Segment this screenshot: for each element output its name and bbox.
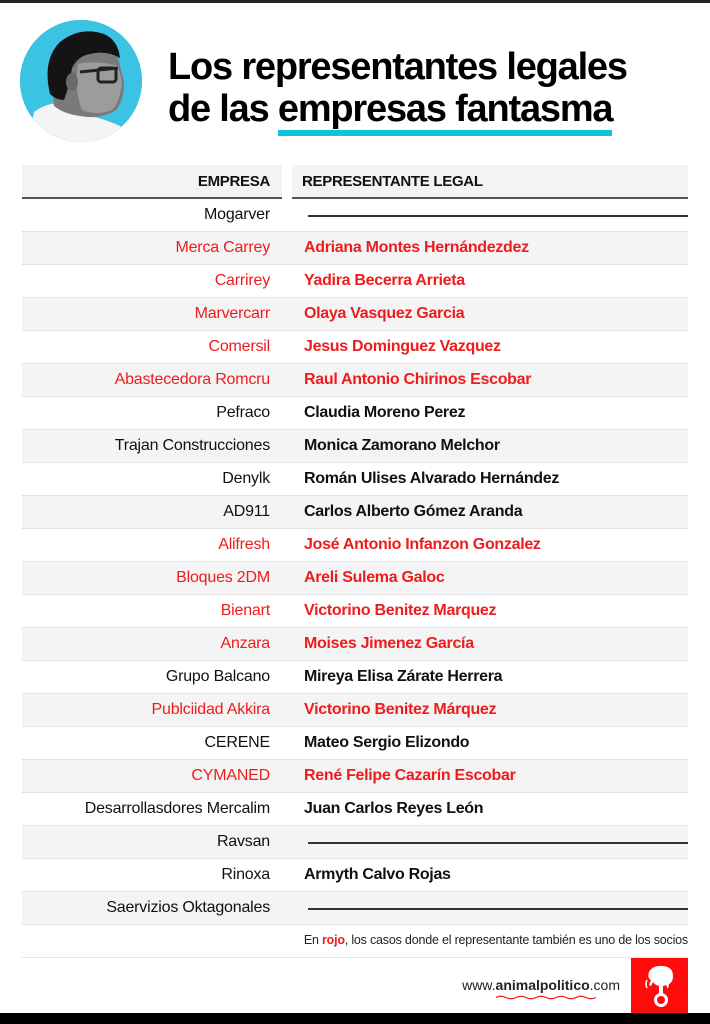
note-highlight: rojo [322, 933, 345, 947]
cell-representante [292, 199, 688, 231]
legend-note [304, 933, 688, 947]
table-row [22, 661, 688, 694]
empty-dash [308, 842, 688, 844]
cell-representante [292, 892, 688, 924]
cell-empresa: Trajan Construcciones [114, 437, 270, 454]
cell-representante: Mateo Sergio Elizondo [304, 734, 470, 751]
cell-representante: Monica Zamorano Melchor [304, 437, 500, 454]
note-prefix: En [303, 933, 322, 947]
cell-empresa: Denylk [222, 470, 270, 487]
table-row [22, 199, 688, 232]
cell-representante: Victorino Benitez Marquez [304, 602, 497, 619]
site-url[interactable] [462, 977, 620, 993]
title-prefix: de las [168, 88, 278, 130]
table-row [22, 397, 688, 430]
cell-empresa: Pefraco [216, 404, 270, 421]
table-row [22, 331, 688, 364]
table-body [22, 199, 688, 925]
table-row [22, 265, 688, 298]
table-row [22, 826, 688, 859]
cell-representante: Yadira Becerra Arrieta [304, 272, 465, 289]
cell-representante: Olaya Vasquez Garcia [304, 305, 465, 322]
cell-representante: Moises Jimenez García [304, 635, 474, 652]
cell-empresa: Merca Carrey [175, 239, 270, 256]
table-row [22, 595, 688, 628]
companies-table [22, 165, 688, 925]
cell-empresa: Ravsan [216, 833, 270, 850]
table-row [22, 694, 688, 727]
cell-empresa: Anzara [220, 635, 270, 652]
cell-empresa: Alifresh [218, 536, 270, 553]
table-row [22, 463, 688, 496]
cell-representante: Carlos Alberto Gómez Aranda [304, 503, 523, 520]
title-line-1: Los representantes legales [168, 46, 627, 88]
bottom-bar [0, 1013, 710, 1024]
cell-empresa: AD911 [223, 503, 270, 520]
cell-empresa: Bienart [220, 602, 270, 619]
empty-dash [308, 908, 688, 910]
title-line-2 [168, 88, 688, 130]
cell-representante: José Antonio Infanzon Gonzalez [304, 536, 541, 553]
cell-empresa: Carrirey [214, 272, 270, 289]
page-title [168, 46, 688, 130]
cell-empresa: Desarrollasdores Mercalim [84, 800, 270, 817]
url-brand-text: animalpolitico [495, 977, 590, 993]
cell-representante: Raul Antonio Chirinos Escobar [304, 371, 532, 388]
table-row [22, 892, 688, 925]
table-row [22, 496, 688, 529]
column-gap [282, 165, 292, 199]
cell-empresa: Abastecedora Romcru [114, 371, 270, 388]
table-row [22, 859, 688, 892]
wave-underline-icon [496, 995, 596, 1000]
url-brand [496, 977, 590, 993]
cell-representante: Mireya Elisa Zárate Herrera [304, 668, 503, 685]
cell-representante: Areli Sulema Galoc [304, 569, 445, 586]
url-suffix: .com [589, 977, 620, 993]
cell-representante: Victorino Benitez Márquez [304, 701, 497, 718]
cell-empresa: CERENE [204, 734, 270, 751]
table-row [22, 298, 688, 331]
url-prefix: www. [462, 977, 496, 993]
cell-representante: Claudia Moreno Perez [304, 404, 466, 421]
cell-empresa: Bloques 2DM [176, 569, 270, 586]
cell-empresa: Rinoxa [221, 866, 270, 883]
table-row [22, 562, 688, 595]
note-suffix: , los casos donde el representante también es uno de los socios [344, 933, 688, 947]
cell-empresa: Mogarver [204, 206, 270, 223]
cell-representante [292, 826, 688, 858]
table-row [22, 628, 688, 661]
cell-representante: Jesus Dominguez Vazquez [304, 338, 501, 355]
cell-empresa: Marvercarr [194, 305, 270, 322]
divider [22, 957, 688, 958]
cell-empresa: Publciidad Akkira [151, 701, 270, 718]
portrait-avatar [20, 20, 142, 142]
top-border [0, 0, 710, 3]
elephant-icon [631, 958, 688, 1013]
table-row [22, 793, 688, 826]
column-header-representante: REPRESENTANTE LEGAL [292, 165, 688, 199]
cell-empresa: Grupo Balcano [165, 668, 270, 685]
table-row [22, 430, 688, 463]
cell-representante: Armyth Calvo Rojas [304, 866, 451, 883]
table-row [22, 364, 688, 397]
column-header-empresa: EMPRESA [22, 165, 282, 199]
animal-politico-logo[interactable] [631, 958, 688, 1013]
table-row [22, 727, 688, 760]
person-portrait-icon [20, 20, 142, 142]
cell-representante: Adriana Montes Hernándezdez [304, 239, 529, 256]
table-row [22, 232, 688, 265]
table-row [22, 760, 688, 793]
cell-representante: Juan Carlos Reyes León [304, 800, 484, 817]
cell-representante: René Felipe Cazarín Escobar [304, 767, 516, 784]
title-highlight: empresas fantasma [277, 88, 613, 130]
table-row [22, 529, 688, 562]
cell-empresa: Saervizios Oktagonales [106, 899, 270, 916]
cell-empresa: Comersil [208, 338, 270, 355]
cell-representante: Román Ulises Alvarado Hernández [304, 470, 560, 487]
cell-empresa: CYMANED [191, 767, 270, 784]
empty-dash [308, 215, 688, 217]
table-header [22, 165, 688, 199]
